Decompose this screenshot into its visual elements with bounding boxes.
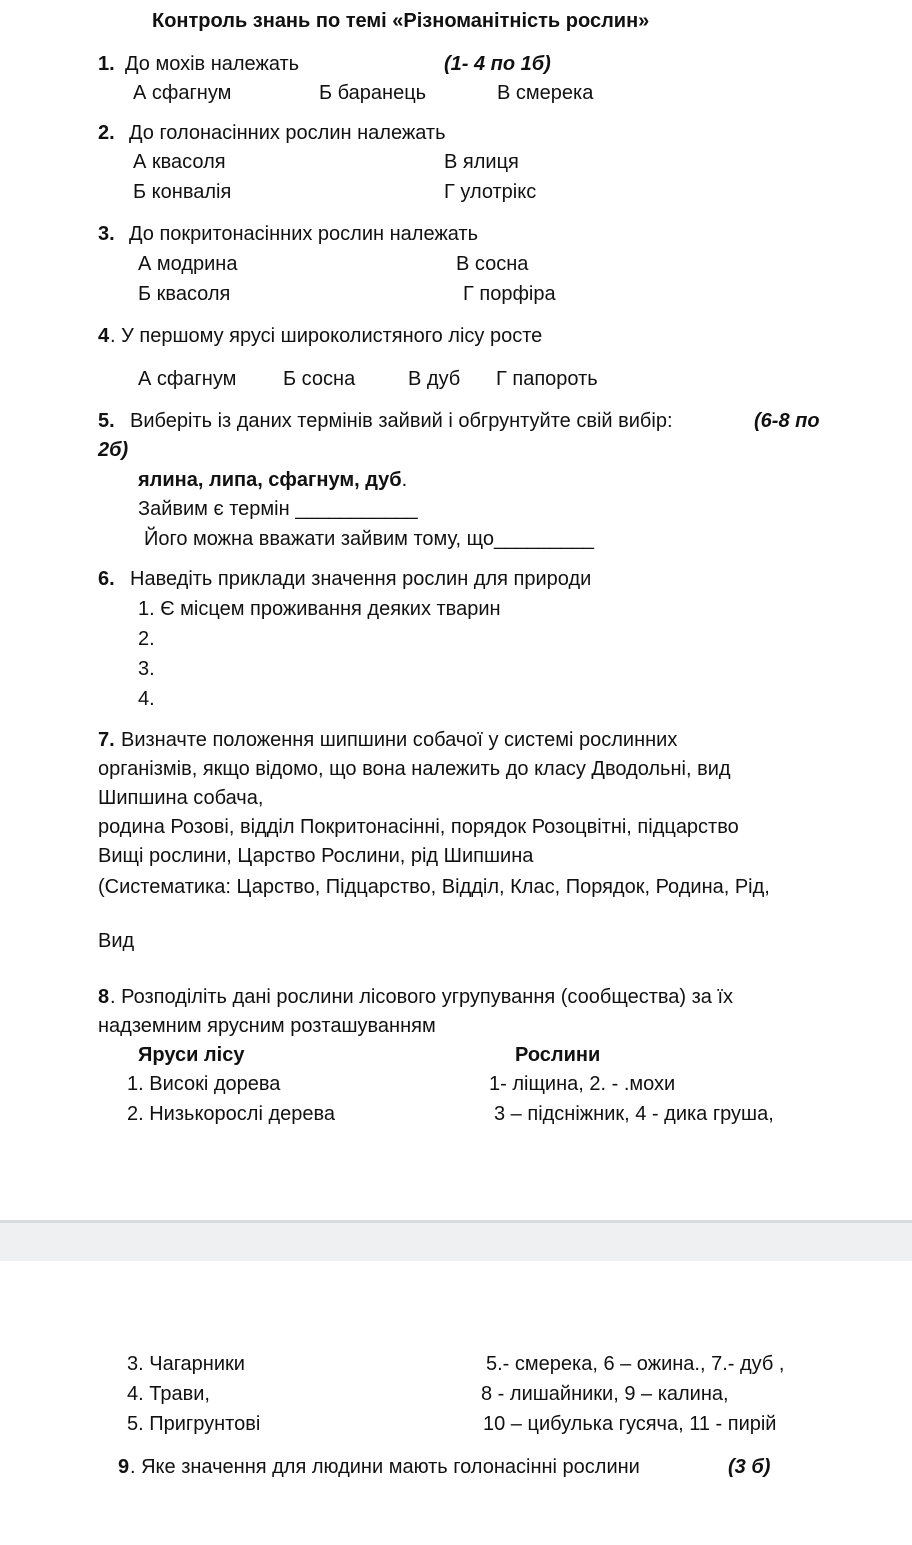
q4-option-a: А сфагнум: [138, 368, 237, 390]
q5-answer-line2: Його можна вважати зайвим тому, що_________: [144, 528, 595, 550]
q2-text: До голонасінних рослин належать: [129, 122, 446, 144]
q5-text: Виберіть із даних термінів зайвий і обгрунтуйте свій вибір:: [130, 410, 673, 432]
q9-points: (3 б): [728, 1456, 771, 1478]
q8-tiers-header: Яруси лісу: [138, 1044, 245, 1066]
page-title: Контроль знань по темі «Різноманітність рослин»: [152, 10, 650, 32]
q4-option-b: Б сосна: [283, 368, 356, 390]
q8-plants-header: Рослини: [515, 1044, 601, 1066]
q8-tier-2: 2. Низькорослі дерева: [127, 1103, 336, 1125]
q7-number: 7.: [98, 729, 115, 751]
q6-text: Наведіть приклади значення рослин для природи: [130, 568, 592, 590]
q9-number: 9: [118, 1456, 130, 1478]
q6-item-1: 1. Є місцем проживання деяких тварин: [138, 598, 501, 620]
page-break-separator: [0, 1220, 912, 1261]
q2-option-b: Б конвалія: [133, 181, 232, 203]
q8-plants-line-1: 1- ліщина, 2. - .мохи: [489, 1073, 676, 1095]
q2-option-a: А квасоля: [133, 151, 226, 173]
q7-line-3: Шипшина собача,: [98, 787, 264, 809]
q2-option-d: Г улотрікс: [444, 181, 537, 203]
q4-option-d: Г папороть: [496, 368, 598, 390]
q1-option-a: А сфагнум: [133, 82, 232, 104]
q7-line-1: Визначте положення шипшини собачої у системі рослинних: [121, 729, 678, 751]
q8-tier-3: 3. Чагарники: [127, 1353, 245, 1375]
q8-plants-line-5: 10 – цибулька гусяча, 11 - пирій: [483, 1413, 777, 1435]
q6-item-3: 3.: [138, 658, 155, 680]
q1-option-b: Б баранець: [319, 82, 427, 104]
q8-plants-line-2: 3 – підсніжник, 4 - дика груша,: [494, 1103, 774, 1125]
q8-tier-1: 1. Високі дорева: [127, 1073, 281, 1095]
q7-line-5: Вищі рослини, Царство Рослини, рід Шипшина: [98, 845, 534, 867]
q5-terms-line: [138, 468, 407, 492]
q8-line-1: . Розподіліть дані рослини лісового угрупування (сообщества) за їх: [110, 986, 734, 1008]
q7-line-2: організмів, якщо відомо, що вона належить до класу Дводольні, вид: [98, 758, 731, 780]
q4-text: . У першому ярусі широколистяного лісу росте: [110, 325, 543, 347]
q3-option-a: А модрина: [138, 253, 238, 275]
q7-line-7: Вид: [98, 930, 135, 952]
q1-text: До мохів належать: [125, 53, 300, 75]
q1-points: (1- 4 по 1б): [444, 53, 551, 75]
q5-answer-line1: Зайвим є термін ___________: [138, 498, 418, 520]
q5-points-line2: 2б): [98, 439, 129, 461]
q5-terms: ялина, липа, сфагнум, дуб: [138, 469, 402, 491]
q2-number: 2.: [98, 122, 115, 144]
q5-points-line1: (6-8 по: [754, 410, 820, 432]
q9-text: . Яке значення для людини мають голонасінні рослини: [130, 1456, 640, 1478]
q7-line-6: (Систематика: Царство, Підцарство, Відділ, Клас, Порядок, Родина, Рід,: [98, 876, 770, 898]
q2-option-c: В ялиця: [444, 151, 519, 173]
q8-plants-line-4: 8 - лишайники, 9 – калина,: [481, 1383, 729, 1405]
q4-number: 4: [98, 325, 110, 347]
q3-text: До покритонасінних рослин належать: [129, 223, 479, 245]
q3-option-c: В сосна: [456, 253, 529, 275]
q8-tier-4: 4. Трави,: [127, 1383, 210, 1405]
q7-line-4: родина Розові, відділ Покритонасінні, порядок Розоцвітні, підцарство: [98, 816, 739, 838]
q3-number: 3.: [98, 223, 115, 245]
q6-number: 6.: [98, 568, 115, 590]
q8-plants-line-3: 5.- смерека, 6 – ожина., 7.- дуб ,: [486, 1353, 785, 1375]
q5-terms-period: .: [401, 469, 408, 491]
q1-number: 1.: [98, 53, 115, 75]
q8-number: 8: [98, 986, 110, 1008]
q8-tier-5: 5. Пригрунтові: [127, 1413, 261, 1435]
q6-item-4: 4.: [138, 688, 155, 710]
q8-line-2: надземним ярусним розташуванням: [98, 1015, 436, 1037]
q4-option-c: В дуб: [408, 368, 461, 390]
q3-option-d: Г порфіра: [463, 283, 556, 305]
q1-option-c: В смерека: [497, 82, 594, 104]
q3-option-b: Б квасоля: [138, 283, 231, 305]
q6-item-2: 2.: [138, 628, 155, 650]
q5-number: 5.: [98, 410, 115, 432]
